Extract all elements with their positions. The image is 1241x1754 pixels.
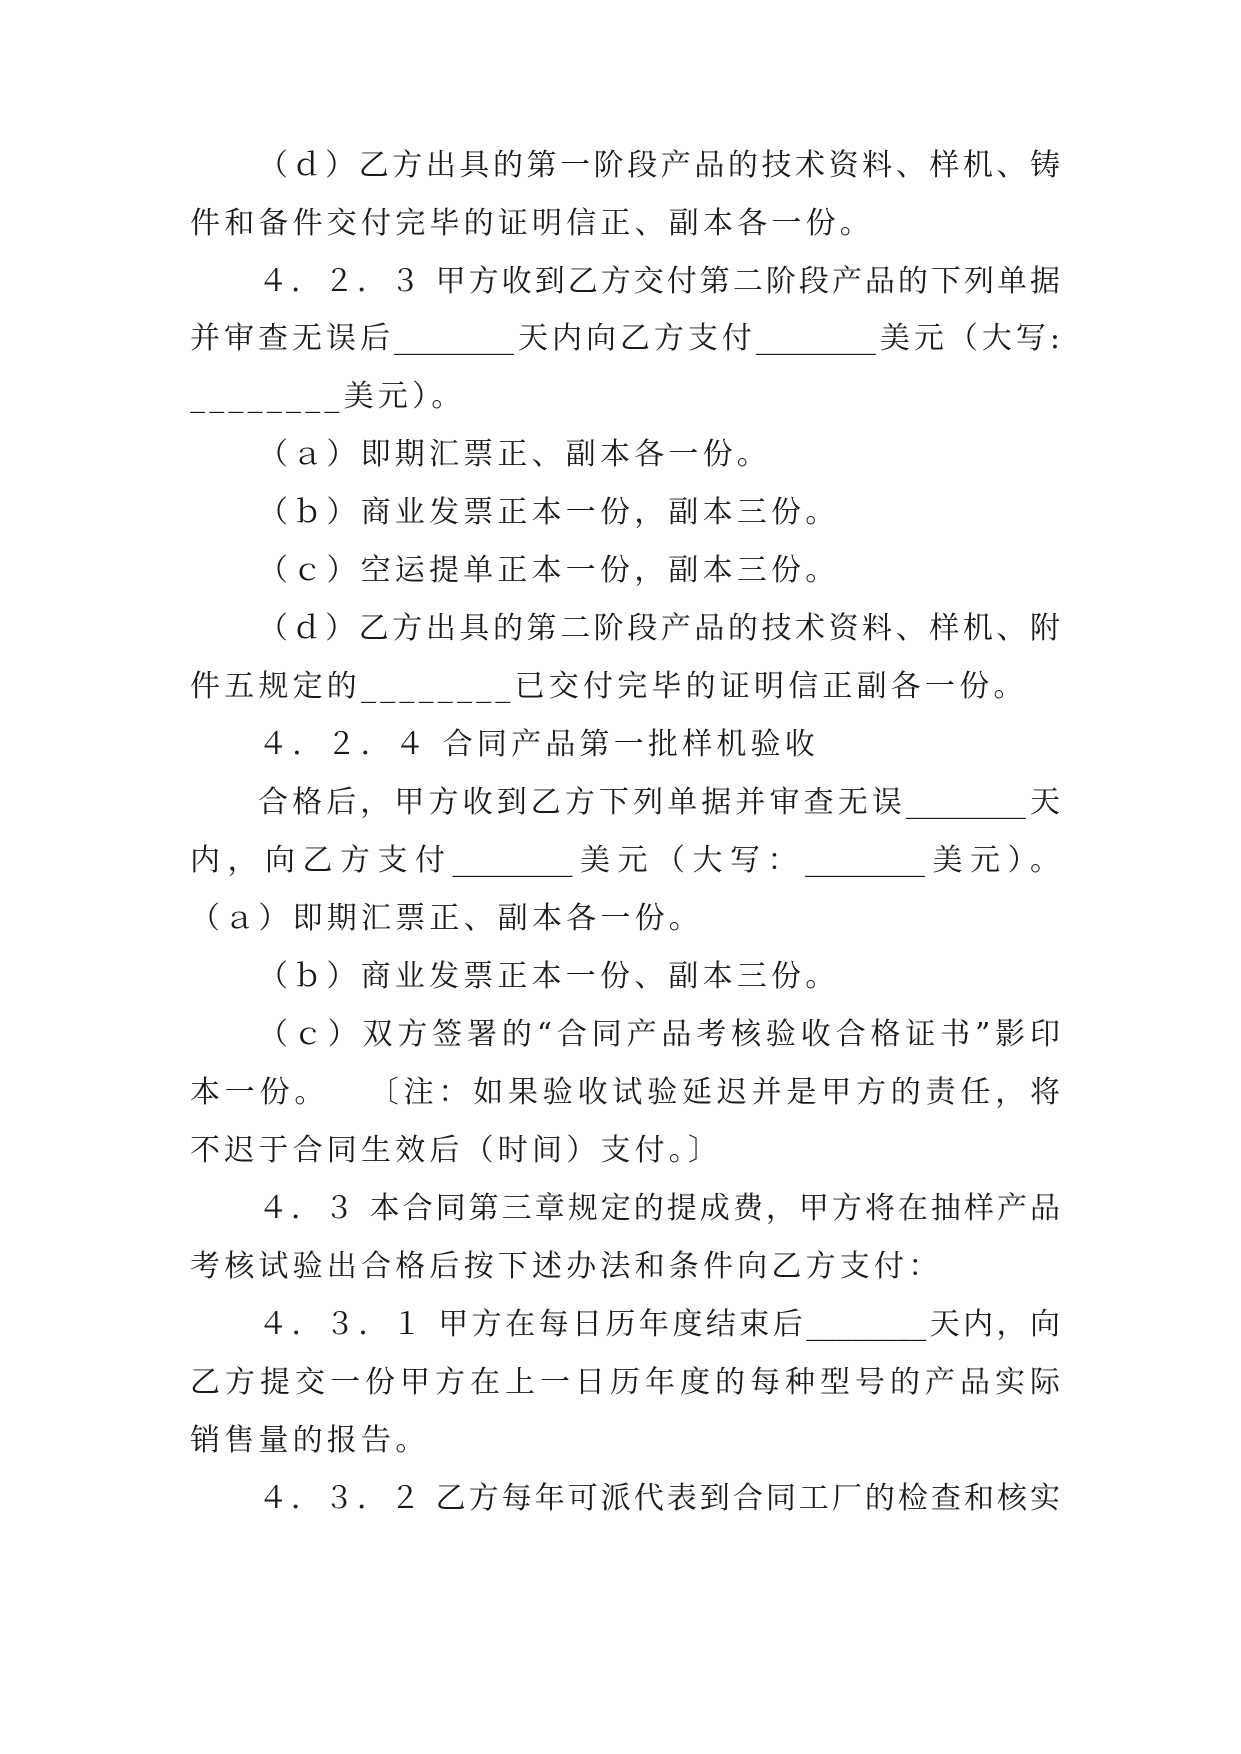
text-line: 件五规定的________已交付完毕的证明信正副各一份。 xyxy=(190,669,1028,704)
text-line: 销售量的报告。 xyxy=(190,1423,430,1458)
text-line: （ａ）即期汇票正、副本各一份。 xyxy=(258,437,771,472)
text-line: ４．３．２ 乙方每年可派代表到合同工厂的检查和核实 xyxy=(258,1481,1060,1516)
text-line: ４．３ 本合同第三章规定的提成费，甲方将在抽样产品 xyxy=(258,1191,1060,1226)
text-line: ４．３．１ 甲方在每日历年度结束后________天内，向 xyxy=(258,1307,1060,1342)
text-line: 乙方提交一份甲方在上一日历年度的每种型号的产品实际 xyxy=(190,1365,1060,1400)
text-line: 考核试验出合格后按下述办法和条件向乙方支付： xyxy=(190,1249,943,1284)
text-line: 件和备件交付完毕的证明信正、副本各一份。 xyxy=(190,206,874,241)
text-line: 并审查无误后________天内向乙方支付________美元（大写: xyxy=(190,321,1060,356)
text-line: 内，向乙方支付________美元（大写：________美元）。 xyxy=(190,843,1060,878)
text-line: ４．２．４ 合同产品第一批样机验收 xyxy=(258,727,819,762)
text-line: 合格后，甲方收到乙方下列单据并审查无误________天 xyxy=(258,785,1060,820)
text-line: （ａ）即期汇票正、副本各一份。 xyxy=(190,901,703,936)
text-line: （ｄ）乙方出具的第二阶段产品的技术资料、样机、附 xyxy=(258,611,1060,646)
text-line: （ｂ）商业发票正本一份、副本三份。 xyxy=(258,959,840,994)
text-line: （ｃ）空运提单正本一份，副本三份。 xyxy=(258,553,840,588)
text-line: （ｃ）双方签署的“合同产品考核验收合格证书”影印 xyxy=(258,1017,1060,1052)
text-line: （ｂ）商业发票正本一份，副本三份。 xyxy=(258,495,840,530)
text-line: 不迟于合同生效后（时间）支付。〕 xyxy=(190,1133,723,1168)
text-line: ４．２．３ 甲方收到乙方交付第二阶段产品的下列单据 xyxy=(258,264,1060,299)
text-line: ________美元）。 xyxy=(190,379,466,414)
text-line: （ｄ）乙方出具的第一阶段产品的技术资料、样机、铸 xyxy=(258,148,1060,183)
text-line: 本一份。 〔注：如果验收试验延迟并是甲方的责任，将 xyxy=(190,1075,1060,1110)
